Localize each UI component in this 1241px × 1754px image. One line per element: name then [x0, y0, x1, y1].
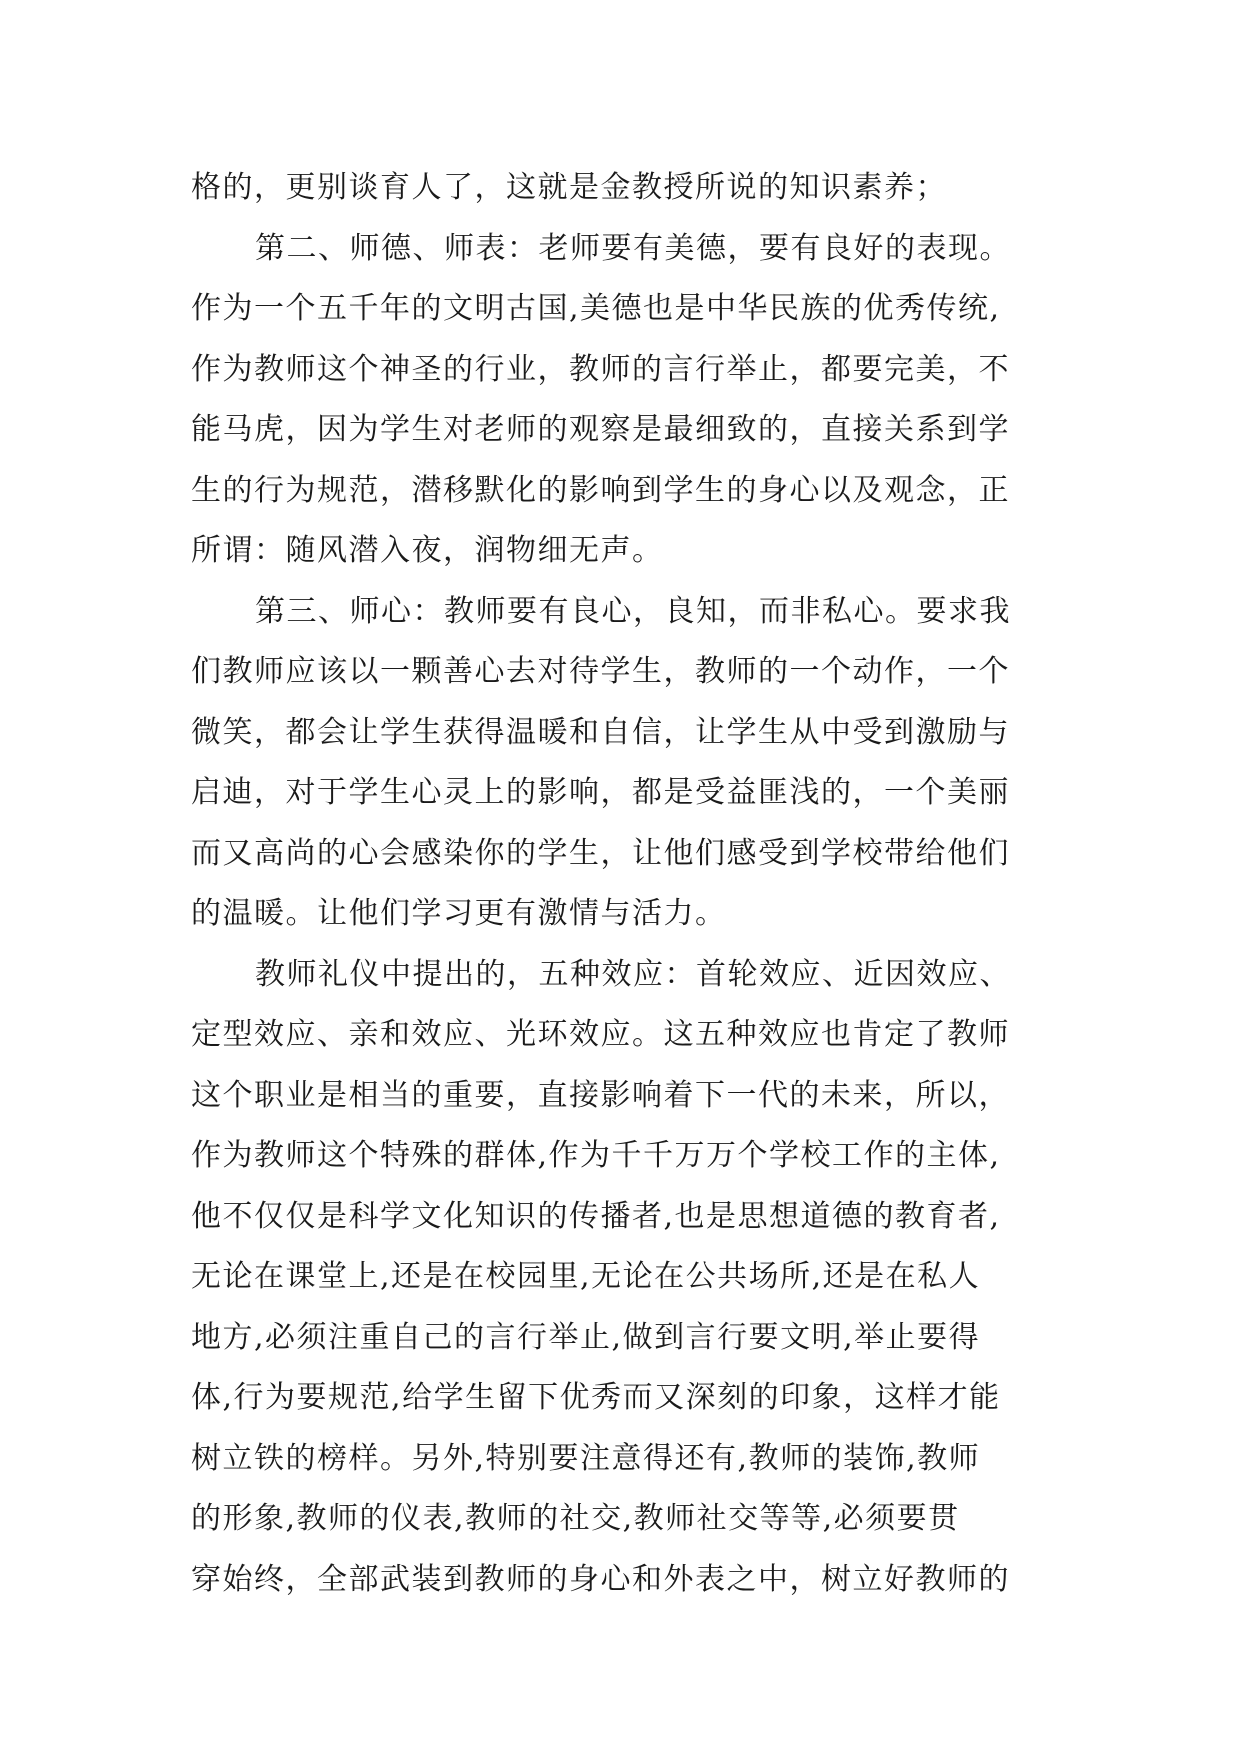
- text-line: 穿始终，全部武装到教师的身心和外表之中，树立好教师的: [191, 1561, 1010, 1597]
- text-line: 体,行为要规范,给学生留下优秀而又深刻的印象，这样才能: [191, 1380, 1001, 1415]
- text-line: 树立铁的榜样。另外,特别要注意得还有,教师的装饰,教师: [191, 1440, 981, 1476]
- text-line: 的温暖。让他们学习更有激情与活力。: [191, 896, 727, 931]
- text-line: 启迪，对于学生心灵上的影响，都是受益匪浅的，一个美丽: [191, 775, 1010, 810]
- text-line: 所谓：随风潜入夜，润物细无声。: [191, 533, 664, 568]
- text-line: 生的行为规范，潜移默化的影响到学生的身心以及观念，正: [191, 472, 1010, 508]
- text-line: 作为一个五千年的文明古国,美德也是中华民族的优秀传统,: [191, 291, 1001, 326]
- text-line: 他不仅仅是科学文化知识的传播者,也是思想道德的教育者,: [191, 1198, 1001, 1234]
- text-line: 微笑，都会让学生获得温暖和自信，让学生从中受到激励与: [191, 714, 1010, 750]
- paragraph-first-line: 第二、师德、师表：老师要有美德，要有良好的表现。: [255, 230, 1011, 266]
- text-line: 这个职业是相当的重要，直接影响着下一代的未来，所以，: [191, 1077, 1010, 1113]
- text-line: 作为教师这个特殊的群体,作为千千万万个学校工作的主体,: [191, 1138, 1001, 1173]
- paragraph-first-line: 教师礼仪中提出的，五种效应：首轮效应、近因效应、: [255, 956, 1011, 992]
- text-line: 格的，更别谈育人了，这就是金教授所说的知识素养；: [191, 170, 947, 205]
- body-text: [191, 158, 1071, 1610]
- text-line: 能马虎，因为学生对老师的观察是最细致的，直接关系到学: [191, 412, 1010, 447]
- text-line: 无论在课堂上,还是在校园里,无论在公共场所,还是在私人: [191, 1259, 981, 1294]
- text-line: 作为教师这个神圣的行业，教师的言行举止，都要完美，不: [191, 351, 1010, 387]
- text-line: 们教师应该以一颗善心去对待学生，教师的一个动作，一个: [191, 654, 1010, 689]
- paragraph-first-line: 第三、师心：教师要有良心，良知，而非私心。要求我: [255, 593, 1011, 629]
- text-line: 定型效应、亲和效应、光环效应。这五种效应也肯定了教师: [191, 1017, 1010, 1052]
- text-line: 的形象,教师的仪表,教师的社交,教师社交等等,必须要贯: [191, 1501, 960, 1536]
- text-line: 地方,必须注重自己的言行举止,做到言行要文明,举止要得: [191, 1319, 981, 1355]
- text-line: 而又高尚的心会感染你的学生，让他们感受到学校带给他们: [191, 835, 1010, 871]
